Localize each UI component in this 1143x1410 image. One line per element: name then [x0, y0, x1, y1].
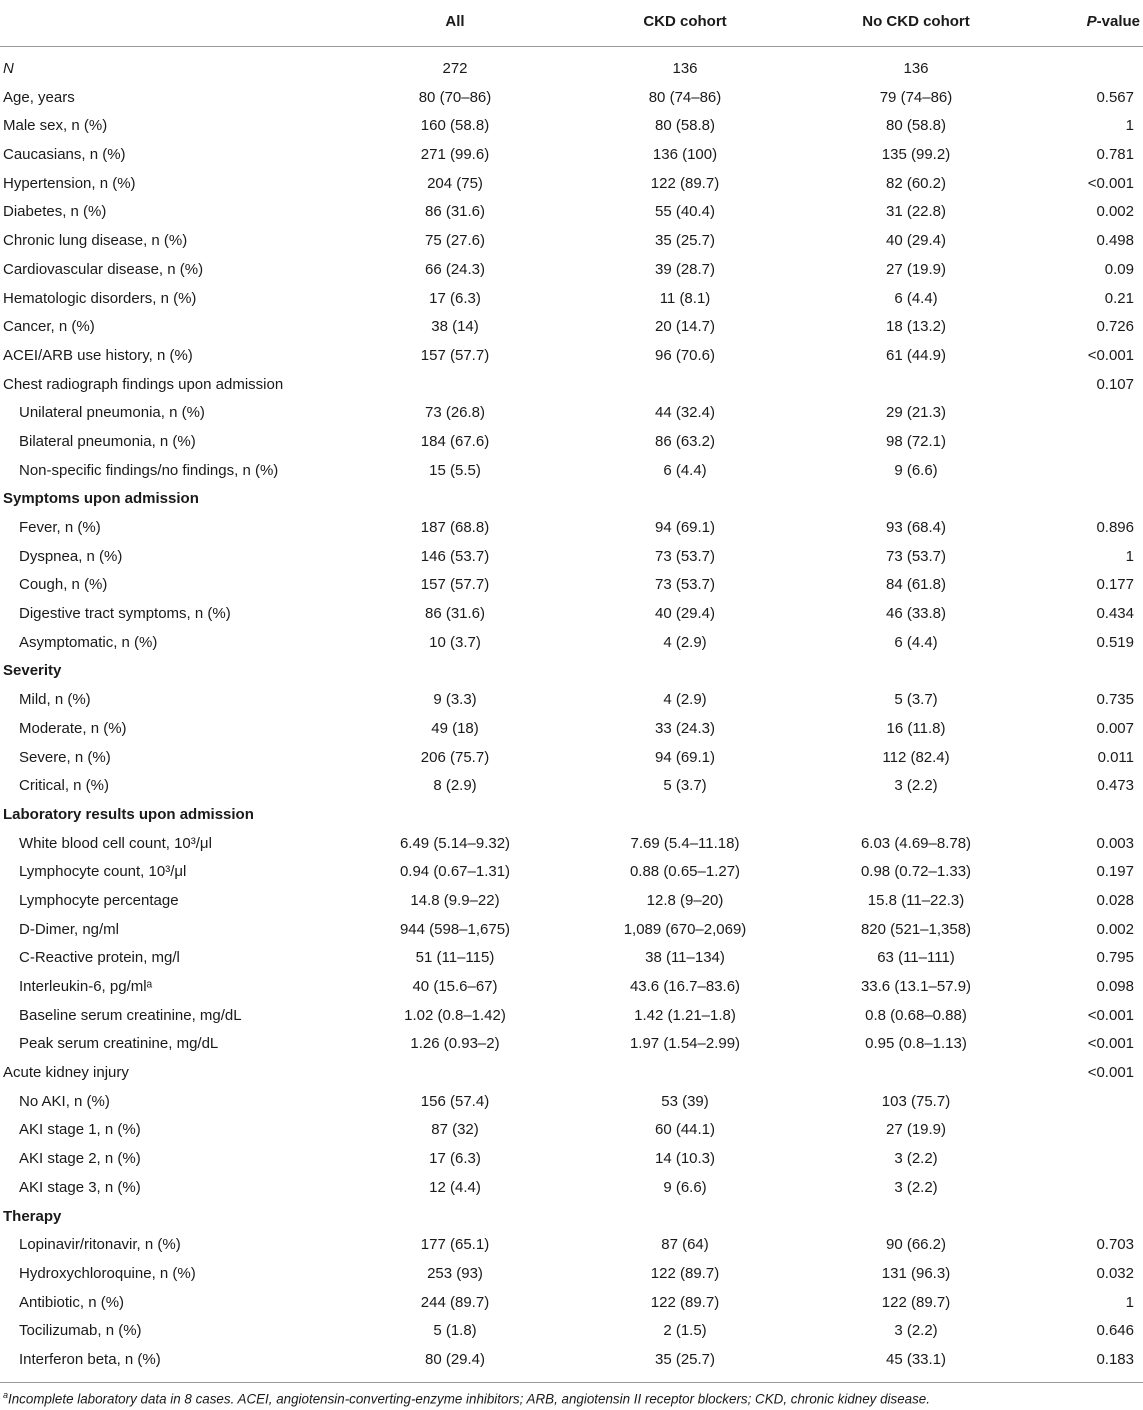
cell-no-ckd-cohort: 90 (66.2) [885, 1236, 947, 1254]
row-label: No AKI, n (%) [19, 1092, 110, 1110]
row-label: Asymptomatic, n (%) [19, 633, 158, 651]
cell-p-value: 0.646 [1096, 1322, 1134, 1340]
section-header-row [0, 657, 1143, 686]
row-label: Severity [3, 662, 62, 680]
cell-p-value: 0.473 [1096, 777, 1134, 795]
cell-all: 9 (3.3) [433, 691, 477, 709]
cell-no-ckd-cohort: 98 (72.1) [885, 432, 947, 450]
cell-all: 17 (6.3) [429, 1150, 481, 1168]
cell-p-value: 0.028 [1096, 891, 1134, 909]
cell-no-ckd-cohort: 3 (2.2) [894, 777, 938, 795]
row-label: N [3, 60, 14, 77]
cell-all: 157 (57.7) [420, 346, 490, 364]
row-label: ACEI/ARB use history, n (%) [3, 346, 193, 364]
row-label: C-Reactive protein, mg/l [19, 949, 180, 967]
row-label: Therapy [3, 1207, 62, 1225]
table-row [0, 371, 1143, 400]
cell-p-value: 0.098 [1096, 978, 1134, 995]
cell-all: 38 (14) [431, 318, 479, 336]
row-label: Lymphocyte percentage [19, 891, 179, 909]
table-row [0, 916, 1143, 945]
cell-all: 73 (26.8) [424, 404, 486, 422]
row-label: Tocilizumab, n (%) [19, 1322, 142, 1340]
cell-p-value: <0.001 [1087, 1035, 1134, 1053]
table-row [0, 457, 1143, 486]
cell-ckd-cohort: 43.6 (16.7–83.6) [629, 978, 741, 995]
table-row [0, 1317, 1143, 1346]
cell-p-value: 1 [1125, 117, 1134, 135]
cell-ckd-cohort: 1,089 (670–2,069) [623, 920, 747, 938]
cell-all: 40 (15.6–67) [412, 978, 498, 995]
cell-all: 272 [442, 60, 468, 77]
cell-no-ckd-cohort: 0.98 (0.72–1.33) [860, 863, 972, 881]
row-label: Age, years [3, 88, 75, 106]
table-row [0, 715, 1143, 744]
footnote-marker: a [3, 1390, 9, 1400]
cell-no-ckd-cohort: 61 (44.9) [885, 346, 947, 364]
cell-all: 86 (31.6) [424, 203, 486, 221]
row-label: Interleukin-6, pg/mlᵃ [19, 978, 153, 995]
table-row [0, 1260, 1143, 1289]
cell-p-value: 0.434 [1096, 605, 1134, 623]
cell-all: 271 (99.6) [420, 146, 490, 164]
cell-ckd-cohort: 7.69 (5.4–11.18) [630, 834, 740, 852]
table-row [0, 1059, 1143, 1088]
cell-no-ckd-cohort: 63 (11–111) [877, 949, 955, 967]
cell-p-value: 1 [1125, 1293, 1134, 1311]
table-row [0, 84, 1143, 113]
cell-ckd-cohort: 35 (25.7) [654, 1350, 716, 1368]
cell-all: 204 (75) [427, 174, 483, 192]
cell-all: 75 (27.6) [424, 232, 486, 250]
row-label: Antibiotic, n (%) [19, 1293, 125, 1311]
cell-no-ckd-cohort: 3 (2.2) [894, 1178, 938, 1196]
table-row [0, 1231, 1143, 1260]
cell-no-ckd-cohort: 15.8 (11–22.3) [867, 891, 965, 909]
cell-ckd-cohort: 14 (10.3) [654, 1150, 716, 1168]
cell-no-ckd-cohort: 27 (19.9) [885, 1121, 947, 1139]
cell-no-ckd-cohort: 46 (33.8) [885, 605, 947, 623]
table-body [0, 47, 1143, 1375]
cell-all: 6.49 (5.14–9.32) [399, 834, 511, 852]
table-row [0, 1030, 1143, 1059]
cell-ckd-cohort: 55 (40.4) [654, 203, 716, 221]
cell-p-value: 0.183 [1096, 1350, 1134, 1368]
cell-p-value: 0.735 [1096, 691, 1134, 709]
table-row [0, 285, 1143, 314]
cell-no-ckd-cohort: 82 (60.2) [885, 174, 947, 192]
cell-no-ckd-cohort: 16 (11.8) [886, 719, 946, 737]
table-row [0, 55, 1143, 84]
cell-ckd-cohort: 33 (24.3) [654, 719, 716, 737]
cell-no-ckd-cohort: 73 (53.7) [885, 547, 947, 565]
cell-ckd-cohort: 86 (63.2) [654, 432, 716, 450]
cell-no-ckd-cohort: 40 (29.4) [885, 232, 947, 250]
row-label: Interferon beta, n (%) [19, 1350, 161, 1368]
row-label: Cancer, n (%) [3, 318, 95, 336]
cell-ckd-cohort: 0.88 (0.65–1.27) [629, 863, 741, 881]
cell-all: 160 (58.8) [420, 117, 490, 135]
cell-p-value: 0.011 [1097, 748, 1134, 766]
table-row [0, 1088, 1143, 1117]
table-row [0, 858, 1143, 887]
cell-ckd-cohort: 40 (29.4) [654, 605, 716, 623]
row-label: AKI stage 2, n (%) [19, 1150, 141, 1168]
cell-all: 187 (68.8) [420, 519, 490, 536]
cell-ckd-cohort: 38 (11–134) [645, 949, 725, 967]
cell-ckd-cohort: 6 (4.4) [663, 461, 707, 479]
cell-no-ckd-cohort: 122 (89.7) [881, 1293, 951, 1311]
cell-no-ckd-cohort: 135 (99.2) [881, 146, 951, 164]
row-label: Moderate, n (%) [19, 719, 127, 737]
cell-p-value: 0.519 [1096, 633, 1134, 651]
row-label: Cough, n (%) [19, 576, 108, 594]
column-header-ckd-cohort: CKD cohort [643, 13, 727, 30]
cell-no-ckd-cohort: 3 (2.2) [894, 1150, 938, 1168]
table-row [0, 571, 1143, 600]
row-label: Chronic lung disease, n (%) [3, 232, 188, 250]
cell-no-ckd-cohort: 18 (13.2) [885, 318, 947, 336]
table-row [0, 744, 1143, 773]
table-row [0, 141, 1143, 170]
table-footnote [3, 1390, 930, 1406]
cell-ckd-cohort: 136 (100) [652, 146, 718, 164]
cell-ckd-cohort: 1.97 (1.54–2.99) [629, 1035, 741, 1053]
cell-all: 1.26 (0.93–2) [410, 1035, 500, 1053]
cell-all: 51 (11–115) [415, 949, 495, 967]
section-header-row [0, 485, 1143, 514]
cell-all: 12 (4.4) [429, 1178, 481, 1196]
p-value-header-suffix: -value [1096, 13, 1140, 30]
cell-no-ckd-cohort: 6 (4.4) [894, 289, 938, 307]
cell-no-ckd-cohort: 103 (75.7) [881, 1092, 951, 1110]
cell-all: 253 (93) [427, 1264, 483, 1282]
cell-all: 5 (1.8) [433, 1322, 477, 1340]
table-row [0, 342, 1143, 371]
cell-ckd-cohort: 11 (8.1) [659, 289, 711, 307]
row-label: Dyspnea, n (%) [19, 547, 123, 565]
table-row [0, 514, 1143, 543]
table-row [0, 399, 1143, 428]
cell-ckd-cohort: 1.42 (1.21–1.8) [634, 1006, 736, 1024]
row-label: Lopinavir/ritonavir, n (%) [19, 1236, 181, 1254]
row-label: Peak serum creatinine, mg/dL [19, 1035, 219, 1053]
cell-p-value: 0.567 [1096, 88, 1134, 106]
cell-ckd-cohort: 73 (53.7) [654, 576, 716, 594]
cell-no-ckd-cohort: 80 (58.8) [885, 117, 947, 135]
row-label: Lymphocyte count, 10³/μl [19, 863, 187, 881]
cell-ckd-cohort: 39 (28.7) [654, 260, 716, 278]
cell-no-ckd-cohort: 136 [903, 60, 929, 77]
cell-no-ckd-cohort: 131 (96.3) [881, 1264, 951, 1282]
cell-ckd-cohort: 136 [672, 60, 698, 77]
section-header-row [0, 1203, 1143, 1232]
cell-all: 49 (18) [431, 719, 479, 737]
table-row [0, 1174, 1143, 1203]
row-label: AKI stage 3, n (%) [19, 1178, 141, 1196]
section-header-row [0, 801, 1143, 830]
cell-all: 66 (24.3) [424, 260, 486, 278]
table-row [0, 227, 1143, 256]
table-footer [0, 1382, 1143, 1407]
cell-ckd-cohort: 53 (39) [661, 1092, 709, 1110]
table-row [0, 887, 1143, 916]
cell-p-value: 0.007 [1096, 719, 1134, 737]
table-row [0, 313, 1143, 342]
table-row [0, 629, 1143, 658]
table-row [0, 256, 1143, 285]
cell-no-ckd-cohort: 29 (21.3) [885, 404, 947, 422]
cell-all: 146 (53.7) [420, 547, 490, 565]
cell-all: 944 (598–1,675) [399, 920, 511, 938]
cell-ckd-cohort: 4 (2.9) [663, 691, 707, 709]
cell-all: 157 (57.7) [420, 576, 490, 594]
table-row [0, 1346, 1143, 1375]
cell-all: 17 (6.3) [429, 289, 481, 307]
cell-ckd-cohort: 4 (2.9) [663, 633, 707, 651]
row-label: Non-specific findings/no findings, n (%) [19, 461, 279, 479]
cell-ckd-cohort: 5 (3.7) [663, 777, 707, 795]
cell-p-value: 0.795 [1096, 949, 1134, 967]
cell-no-ckd-cohort: 79 (74–86) [879, 88, 953, 106]
table-row [0, 973, 1143, 1002]
cell-p-value: 0.003 [1096, 834, 1134, 852]
cell-all: 8 (2.9) [433, 777, 477, 795]
row-label: Digestive tract symptoms, n (%) [19, 605, 231, 623]
row-label: Cardiovascular disease, n (%) [3, 260, 204, 278]
cell-p-value: 0.896 [1096, 519, 1134, 536]
cell-ckd-cohort: 60 (44.1) [654, 1121, 716, 1139]
cell-ckd-cohort: 122 (89.7) [650, 1293, 720, 1311]
cell-no-ckd-cohort: 33.6 (13.1–57.9) [860, 978, 972, 995]
row-label: Severe, n (%) [19, 748, 111, 766]
table-row [0, 1116, 1143, 1145]
column-header-all: All [445, 13, 465, 30]
cell-ckd-cohort: 96 (70.6) [654, 346, 716, 364]
cell-all: 1.02 (0.8–1.42) [404, 1006, 506, 1024]
table-header-row [0, 0, 1143, 47]
cell-no-ckd-cohort: 6 (4.4) [894, 633, 938, 651]
cell-no-ckd-cohort: 5 (3.7) [894, 691, 938, 709]
cell-no-ckd-cohort: 27 (19.9) [885, 260, 947, 278]
column-header-p-value [1087, 13, 1140, 30]
table-row [0, 1002, 1143, 1031]
cell-no-ckd-cohort: 0.95 (0.8–1.13) [865, 1035, 967, 1053]
cell-all: 80 (70–86) [418, 88, 492, 106]
cell-no-ckd-cohort: 6.03 (4.69–8.78) [860, 834, 972, 852]
cell-no-ckd-cohort: 31 (22.8) [885, 203, 947, 221]
p-value-header-italic: P [1086, 13, 1097, 30]
row-label: AKI stage 1, n (%) [19, 1121, 141, 1139]
cell-p-value: 0.781 [1096, 146, 1134, 164]
cell-ckd-cohort: 44 (32.4) [654, 404, 716, 422]
row-label: Bilateral pneumonia, n (%) [19, 432, 196, 450]
cell-p-value: <0.001 [1087, 1064, 1134, 1082]
table-row [0, 1145, 1143, 1174]
table-row [0, 543, 1143, 572]
row-label: Diabetes, n (%) [3, 203, 107, 221]
cell-ckd-cohort: 94 (69.1) [654, 519, 716, 536]
cell-all: 10 (3.7) [429, 633, 481, 651]
table-row [0, 428, 1143, 457]
cell-p-value: 1 [1125, 547, 1134, 565]
cell-p-value: 0.09 [1104, 260, 1134, 278]
cell-ckd-cohort: 80 (74–86) [648, 88, 722, 106]
cell-all: 87 (32) [431, 1121, 479, 1139]
cell-no-ckd-cohort: 112 (82.4) [882, 748, 950, 766]
cell-p-value: 0.197 [1096, 863, 1134, 881]
row-label: Hematologic disorders, n (%) [3, 289, 197, 307]
cell-all: 206 (75.7) [420, 748, 490, 766]
cell-all: 244 (89.7) [420, 1293, 490, 1311]
cell-p-value: <0.001 [1087, 346, 1134, 364]
table-row [0, 112, 1143, 141]
cell-ckd-cohort: 73 (53.7) [654, 547, 716, 565]
table-row [0, 1289, 1143, 1318]
table-row [0, 170, 1143, 199]
cell-no-ckd-cohort: 93 (68.4) [885, 519, 947, 536]
cell-ckd-cohort: 87 (64) [661, 1236, 709, 1254]
row-label: Baseline serum creatinine, mg/dL [19, 1006, 242, 1024]
row-label: D-Dimer, ng/ml [19, 920, 120, 938]
cell-ckd-cohort: 122 (89.7) [650, 174, 720, 192]
cell-ckd-cohort: 35 (25.7) [654, 232, 716, 250]
row-label: Critical, n (%) [19, 777, 110, 795]
table-row [0, 600, 1143, 629]
cell-all: 14.8 (9.9–22) [410, 891, 500, 909]
cell-all: 80 (29.4) [424, 1350, 486, 1368]
cell-ckd-cohort: 122 (89.7) [650, 1264, 720, 1282]
cell-all: 15 (5.5) [429, 461, 481, 479]
row-label: Unilateral pneumonia, n (%) [19, 404, 205, 422]
row-label: Caucasians, n (%) [3, 146, 126, 164]
cell-p-value: 0.21 [1104, 289, 1134, 307]
cell-no-ckd-cohort: 0.8 (0.68–0.88) [865, 1006, 967, 1024]
cell-ckd-cohort: 9 (6.6) [663, 1178, 707, 1196]
table-row [0, 944, 1143, 973]
footnote-text: Incomplete laboratory data in 8 cases. ACEI, angiotensin-converting-enzyme inhibitors; ARB, angiotensin II receptor blockers; CKD, chronic kidney disease. [8, 1391, 930, 1407]
cell-ckd-cohort: 12.8 (9–20) [646, 891, 724, 909]
row-label: Chest radiograph findings upon admission [3, 375, 284, 393]
table-row [0, 198, 1143, 227]
row-label: Fever, n (%) [19, 519, 101, 536]
column-header-no-ckd-cohort: No CKD cohort [862, 13, 970, 30]
cell-p-value: 0.002 [1096, 920, 1134, 938]
cell-p-value: 0.703 [1096, 1236, 1134, 1254]
row-label: White blood cell count, 10³/μl [19, 834, 212, 852]
cell-p-value: 0.107 [1096, 375, 1134, 393]
cell-p-value: <0.001 [1087, 174, 1134, 192]
cell-ckd-cohort: 80 (58.8) [654, 117, 716, 135]
table-row [0, 772, 1143, 801]
cell-no-ckd-cohort: 84 (61.8) [885, 576, 947, 594]
cell-p-value: 0.498 [1096, 232, 1134, 250]
cell-p-value: 0.032 [1096, 1264, 1134, 1282]
cell-all: 0.94 (0.67–1.31) [399, 863, 511, 881]
cell-p-value: 0.726 [1096, 318, 1134, 336]
row-label: Male sex, n (%) [3, 117, 108, 135]
cell-p-value: <0.001 [1087, 1006, 1134, 1024]
cell-p-value: 0.002 [1096, 203, 1134, 221]
cell-no-ckd-cohort: 820 (521–1,358) [860, 920, 972, 938]
cell-p-value: 0.177 [1096, 576, 1134, 594]
cell-ckd-cohort: 2 (1.5) [663, 1322, 707, 1340]
cell-all: 184 (67.6) [420, 432, 490, 450]
cell-all: 156 (57.4) [420, 1092, 490, 1110]
row-label: Acute kidney injury [3, 1064, 129, 1082]
row-label: Mild, n (%) [19, 691, 91, 709]
cell-all: 177 (65.1) [420, 1236, 490, 1254]
cell-ckd-cohort: 20 (14.7) [654, 318, 716, 336]
row-label: Hypertension, n (%) [3, 174, 136, 192]
cell-no-ckd-cohort: 45 (33.1) [885, 1350, 947, 1368]
row-label: Hydroxychloroquine, n (%) [19, 1264, 196, 1282]
table-row [0, 686, 1143, 715]
table-row [0, 830, 1143, 859]
row-label: Symptoms upon admission [3, 490, 199, 508]
row-label: Laboratory results upon admission [3, 805, 254, 823]
cell-all: 86 (31.6) [424, 605, 486, 623]
cell-no-ckd-cohort: 9 (6.6) [894, 461, 938, 479]
cell-ckd-cohort: 94 (69.1) [654, 748, 716, 766]
cell-no-ckd-cohort: 3 (2.2) [894, 1322, 938, 1340]
